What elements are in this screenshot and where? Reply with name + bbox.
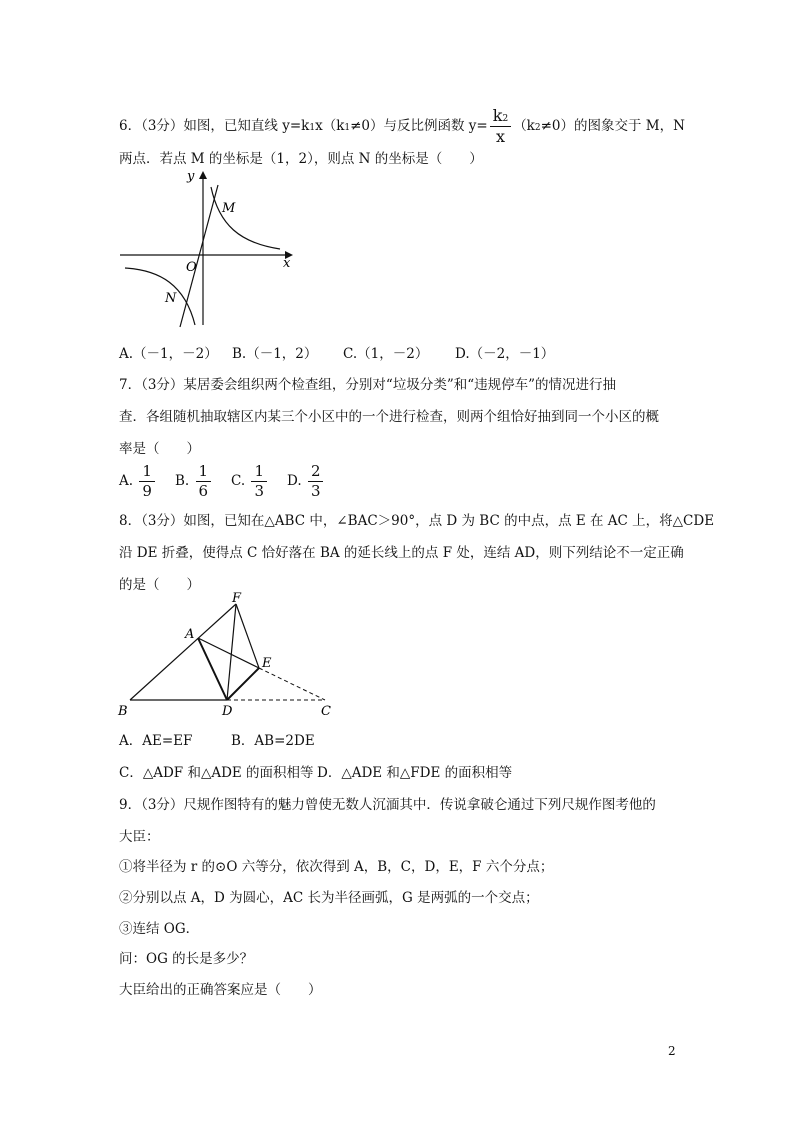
- q7-stem-line1: 7．（3分）某居委会组织两个检查组，分别对“垃圾分类”和“违规停车”的情况进行抽: [119, 377, 617, 393]
- q7-stem-line2: 查．各组随机抽取辖区内某三个小区中的一个进行检查，则两个组恰好抽到同一个小区的概: [119, 409, 659, 425]
- q8-point-e: E: [262, 656, 272, 671]
- q8-stem-line1: 8．（3分）如图，已知在△ABC 中，∠BAC＞90°，点 D 为 BC 的中点，点 E 在 AC 上，将△CDE: [119, 513, 715, 529]
- q9-step1: ①将半径为 r 的⊙O 六等分，依次得到 A，B，C，D，E，F 六个分点；: [119, 859, 554, 875]
- q6-option-d[interactable]: D.（－2，－1）: [455, 346, 555, 362]
- q8-figure: [110, 590, 350, 720]
- page-number: 2: [668, 1044, 676, 1058]
- q9-stem-line1: 9．（3分）尺规作图特有的魅力曾使无数人沉湎其中．传说拿破仑通过下列尺规作图考他的: [119, 797, 656, 813]
- q8-option-b[interactable]: B．AB=2DE: [231, 733, 315, 749]
- q7-option-b[interactable]: B. $\frac{1}{6}$: [175, 464, 231, 499]
- q7-option-c[interactable]: C. $\frac{1}{3}$: [231, 464, 287, 499]
- q7-stem-line3: 率是（ ）: [119, 441, 200, 457]
- q7-options: [119, 464, 325, 499]
- q6-stem-line1: 6．（3分）如图，已知直线 y=k1x（k1≠0）与反比例函数 y= $\frac{k2}{x}$ （k2≠0）的图象交于 M，N: [119, 106, 685, 146]
- q6-option-b[interactable]: B.（－1，2）: [232, 346, 318, 362]
- q8-options-row2: [119, 761, 512, 781]
- q8-point-a: A: [185, 627, 195, 642]
- q8-point-f: F: [232, 591, 242, 606]
- q9-step2: ②分别以点 A，D 为圆心，AC 长为半径画弧，G 是两弧的一个交点；: [119, 890, 539, 906]
- q6-point-m: M: [222, 201, 236, 216]
- q8-point-b: B: [118, 704, 128, 719]
- q6-stem-line2: 两点．若点 M 的坐标是（1，2），则点 N 的坐标是（ ）: [119, 151, 483, 167]
- q8-option-a[interactable]: A．AE=EF: [119, 733, 193, 749]
- q8-option-d[interactable]: D．△ADE 和△FDE 的面积相等: [317, 765, 513, 781]
- q6-origin-label: O: [186, 260, 197, 275]
- q8-point-c: C: [321, 704, 331, 719]
- q6-y-label: y: [187, 169, 195, 184]
- q6-fraction: $\frac{k2}{x}$: [490, 108, 511, 145]
- q9-stem-line2: 大臣：: [119, 829, 160, 845]
- q7-option-a[interactable]: A. $\frac{1}{9}$: [119, 464, 175, 499]
- q6-option-a[interactable]: A.（－1，－2）: [119, 346, 218, 362]
- q8-stem-line3: 的是（ ）: [119, 577, 200, 593]
- q9-step3: ③连结 OG．: [119, 921, 200, 937]
- q8-option-c[interactable]: C．△ADF 和△ADE 的面积相等: [119, 765, 314, 781]
- q6-figure: [115, 165, 300, 330]
- q6-x-label: x: [283, 256, 291, 271]
- q7-option-d[interactable]: D. $\frac{2}{3}$: [287, 464, 325, 499]
- q8-stem-line2: 沿 DE 折叠，使得点 C 恰好落在 BA 的延长线上的点 F 处，连结 AD，则下列结论不一定正确: [119, 545, 684, 561]
- q8-point-d: D: [222, 704, 233, 719]
- q9-question: 问：OG 的长是多少？: [119, 951, 254, 967]
- q6-point-n: N: [165, 291, 177, 306]
- q6-option-c[interactable]: C.（1，－2）: [343, 346, 429, 362]
- q8-options-row1: [119, 729, 315, 749]
- q9-answer-prompt: 大臣给出的正确答案应是（ ）: [119, 982, 322, 998]
- q6-options: [119, 342, 554, 362]
